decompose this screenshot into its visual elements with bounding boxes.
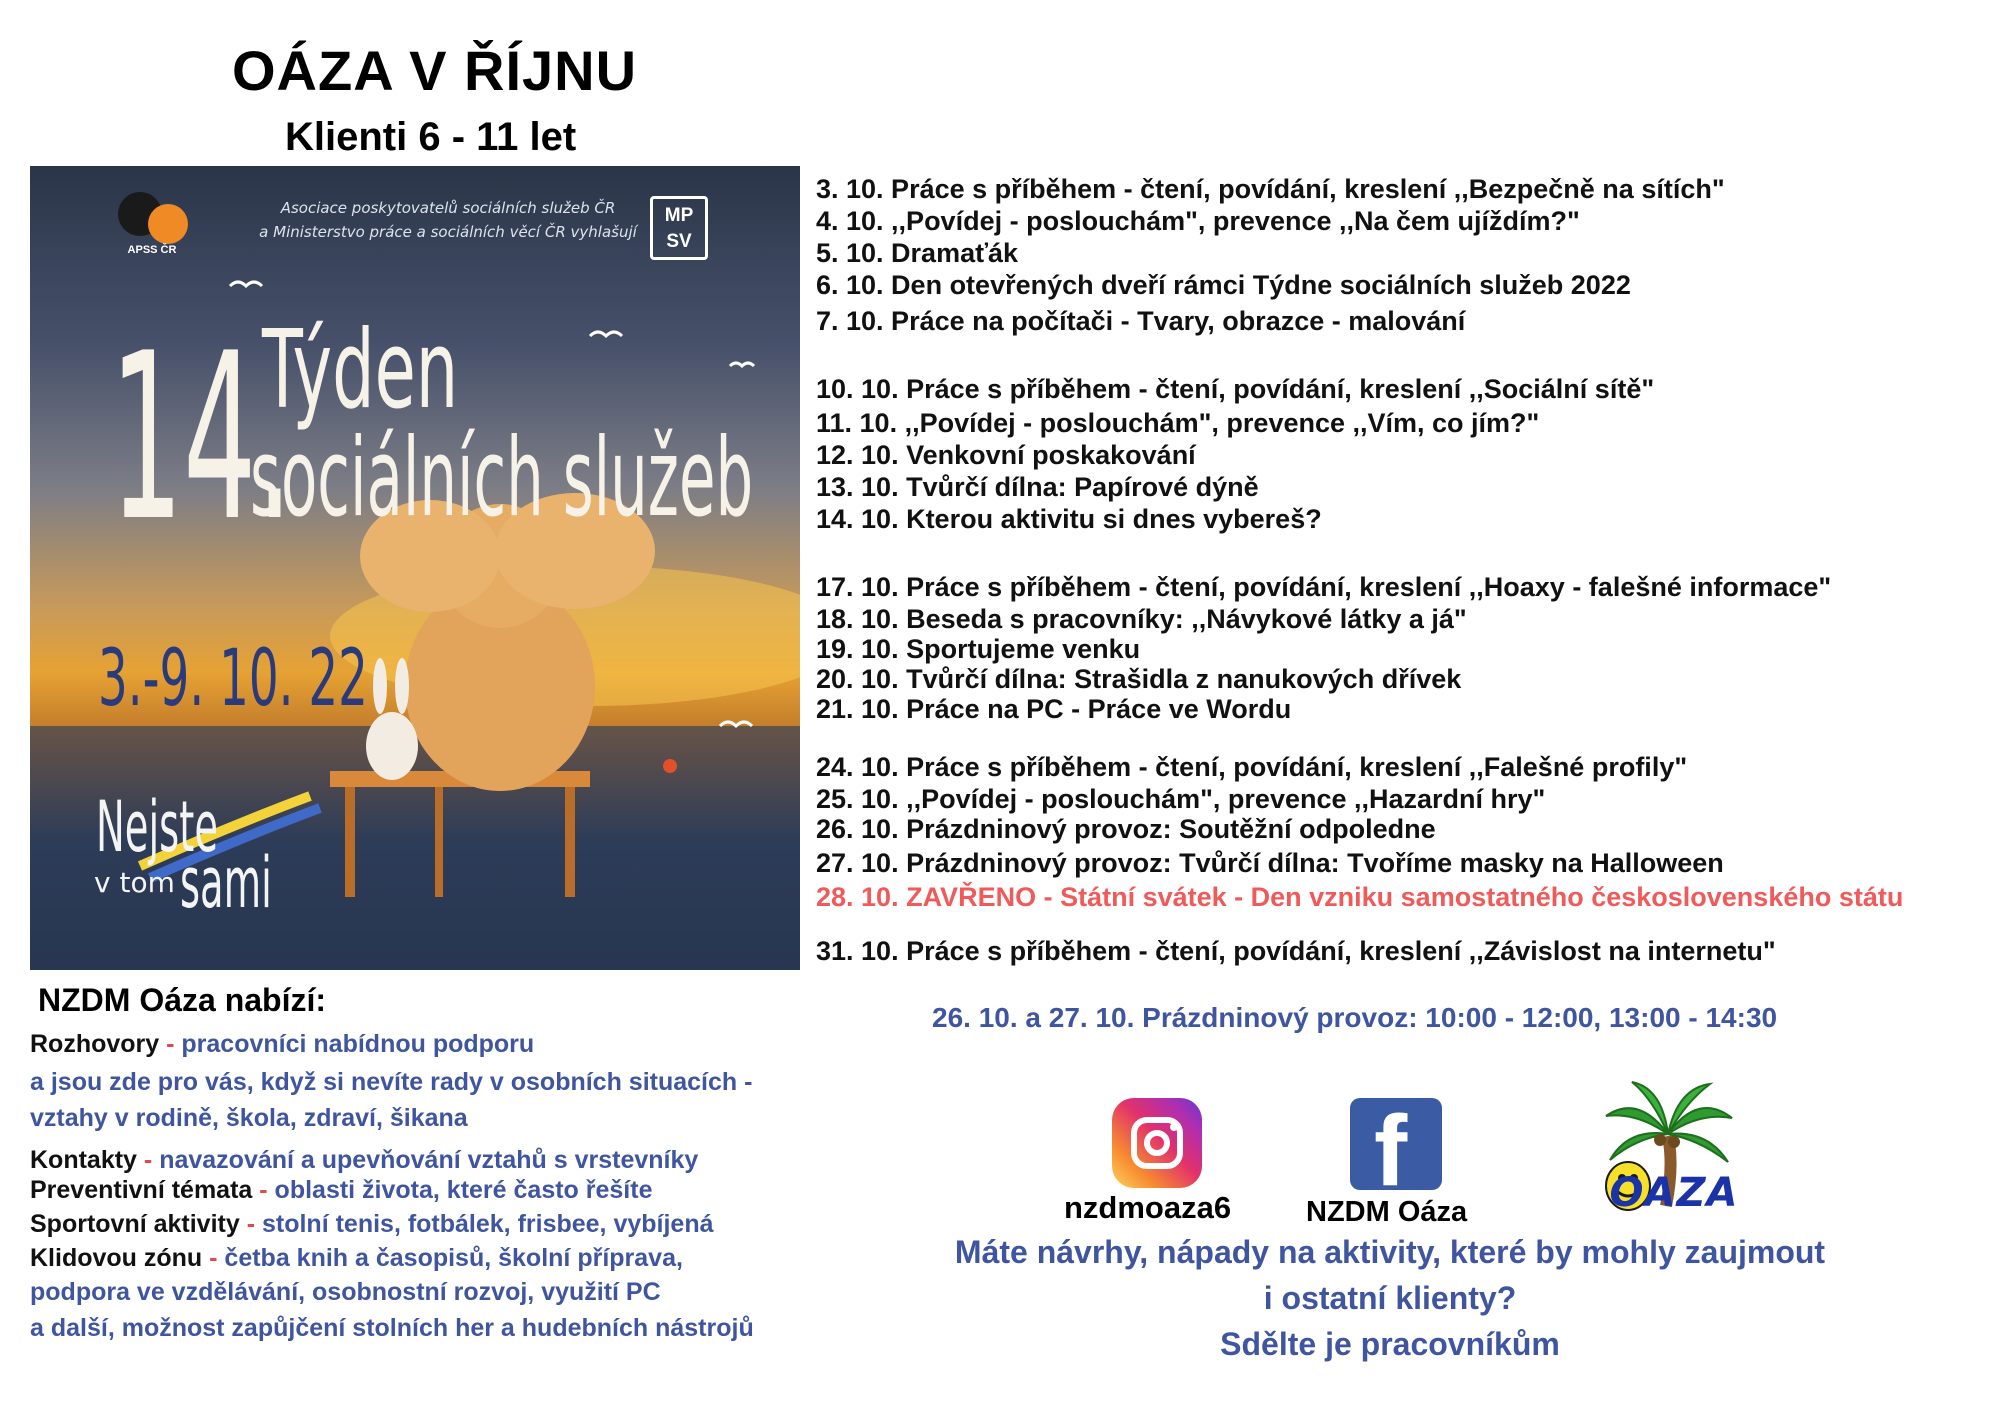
schedule-item: 11. 10. ,,Povídej - poslouchám", prevence ,,Vím, co jím?" <box>816 408 1540 438</box>
poster-slogan: v tom <box>94 866 175 899</box>
schedule-item: 5. 10. Dramaťák <box>816 238 1019 268</box>
oaza-logo-text: OAZA <box>1609 1170 1739 1216</box>
schedule-item: 20. 10. Tvůrčí dílna: Strašidla z nanukových dřívek <box>816 664 1462 694</box>
offer-line <box>30 1146 698 1175</box>
apss-logo-label: APSS ČR <box>127 244 177 256</box>
offer-label: Preventivní témata <box>30 1176 253 1204</box>
schedule-item: 18. 10. Beseda s pracovníky: ,,Návykové látky a já" <box>816 604 1467 634</box>
instagram-icon-flash <box>1170 1123 1178 1131</box>
schedule-item: 12. 10. Venkovní poskakování <box>816 440 1196 470</box>
poster-week: Týden <box>262 308 459 433</box>
offer-label: Rozhovory <box>30 1030 160 1058</box>
offer-label: Kontakty <box>30 1146 137 1174</box>
schedule-item: 25. 10. ,,Povídej - poslouchám", prevence ,,Hazardní hry" <box>816 784 1546 814</box>
instagram-icon-lens <box>1144 1130 1170 1156</box>
call-to-action-line: i ostatní klienty? <box>1263 1280 1517 1316</box>
poster-org-line: Asociace poskytovatelů sociálních služeb ČR <box>280 199 616 217</box>
schedule-item: 6. 10. Den otevřených dveří rámci Týdne sociálních služeb 2022 <box>816 270 1631 300</box>
offer-line <box>30 1278 661 1307</box>
schedule-item: 10. 10. Práce s příběhem - čtení, povídání, kreslení ,,Sociální sítě" <box>816 374 1655 404</box>
offer-description: četba knih a časopisů, školní příprava, <box>224 1244 683 1272</box>
page-subtitle: Klienti 6 - 11 let <box>285 115 577 159</box>
offer-line <box>30 1314 754 1343</box>
poster-services: sociálních služeb <box>250 416 754 541</box>
mpsv-logo-line: SV <box>666 231 692 252</box>
instagram-handle[interactable]: nzdmoaza6 <box>1064 1190 1232 1225</box>
facebook-page-name[interactable]: NZDM Oáza <box>1306 1196 1468 1228</box>
facebook-icon-glyph: f <box>1374 1098 1408 1190</box>
offer-label: Sportovní aktivity <box>30 1210 240 1238</box>
poster-slogan: sami <box>180 842 272 924</box>
poster-slogan: Nejste <box>96 786 219 868</box>
offer-line <box>30 1176 652 1205</box>
offer-separator: - <box>159 1030 182 1058</box>
schedule-item: 26. 10. Prázdninový provoz: Soutěžní odpoledne <box>816 814 1436 844</box>
schedule-item: 3. 10. Práce s příběhem - čtení, povídání, kreslení ,,Bezpečně na sítích" <box>816 174 1725 204</box>
schedule-item: 21. 10. Práce na PC - Práce ve Wordu <box>816 694 1292 724</box>
facebook-icon[interactable] <box>1350 1098 1442 1190</box>
offer-description: navazování a upevňování vztahů s vrstevníky <box>159 1146 699 1174</box>
poster-organizers <box>248 196 648 244</box>
offer-line <box>30 1068 752 1097</box>
offer-label: Klidovou zónu <box>30 1244 203 1272</box>
schedule-item: 24. 10. Práce s příběhem - čtení, povídání, kreslení ,,Falešné profily" <box>816 752 1688 782</box>
schedule-item: 4. 10. ,,Povídej - poslouchám", prevence ,,Na čem ujíždím?" <box>816 206 1580 236</box>
offer-separator: - <box>252 1176 275 1204</box>
schedule-item: 13. 10. Tvůrčí dílna: Papírové dýně <box>816 472 1259 502</box>
offer-description: vztahy v rodině, škola, zdraví, šikana <box>30 1104 468 1132</box>
offer-title: NZDM Oáza nabízí: <box>38 982 327 1018</box>
offer-description: podpora ve vzdělávání, osobnostní rozvoj, využití PC <box>30 1278 661 1306</box>
holiday-hours: 26. 10. a 27. 10. Prázdninový provoz: 10:00 - 12:00, 13:00 - 14:30 <box>932 1002 1778 1033</box>
schedule-item: 17. 10. Práce s příběhem - čtení, povídání, kreslení ,,Hoaxy - falešné informace" <box>816 572 1832 602</box>
mpsv-logo-line: MP <box>664 205 694 226</box>
schedule-item: 19. 10. Sportujeme venku <box>816 634 1141 664</box>
call-to-action-line: Sdělte je pracovníkům <box>1220 1326 1560 1362</box>
offer-description: pracovníci nabídnou podporu <box>181 1030 535 1058</box>
schedule-item: 14. 10. Kterou aktivitu si dnes vybereš? <box>816 504 1322 534</box>
mpsv-logo <box>650 196 708 260</box>
offer-description: a jsou zde pro vás, když si nevíte rady v osobních situacích - <box>30 1068 753 1096</box>
offer-separator: - <box>136 1146 160 1174</box>
offer-description: stolní tenis, fotbálek, frisbee, vybíjená <box>261 1210 714 1238</box>
schedule-item: 7. 10. Práce na počítači - Tvary, obrazce - malování <box>816 306 1466 336</box>
poster-number: 14. <box>110 305 293 572</box>
offer-line <box>30 1210 714 1239</box>
schedule-item: 31. 10. Práce s příběhem - čtení, povídání, kreslení ,,Závislost na internetu" <box>816 936 1776 966</box>
offer-separator: - <box>239 1210 262 1238</box>
instagram-icon[interactable] <box>1112 1098 1202 1188</box>
page-title: OÁZA V ŘÍJNU <box>232 39 638 102</box>
schedule-item: 27. 10. Prázdninový provoz: Tvůrčí dílna: Tvoříme masky na Halloween <box>816 848 1724 878</box>
offer-line <box>30 1030 534 1059</box>
event-poster <box>30 166 800 970</box>
poster-dates: 3.-9. 10. 22 <box>98 634 368 724</box>
offer-line <box>30 1244 683 1273</box>
call-to-action-line: Máte návrhy, nápady na aktivity, které by mohly zaujmout <box>954 1234 1826 1270</box>
schedule-item-closed: 28. 10. ZAVŘENO - Státní svátek - Den vzniku samostatného československého státu <box>816 882 1904 912</box>
offer-description: a další, možnost zapůjčení stolních her a hudebních nástrojů <box>30 1314 754 1342</box>
offer-separator: - <box>202 1244 225 1272</box>
offer-description: oblasti života, které často řešíte <box>274 1176 653 1204</box>
poster-org-line: a Ministerstvo práce a sociálních věcí ČR vyhlašují <box>259 223 637 241</box>
offer-line <box>30 1104 468 1133</box>
